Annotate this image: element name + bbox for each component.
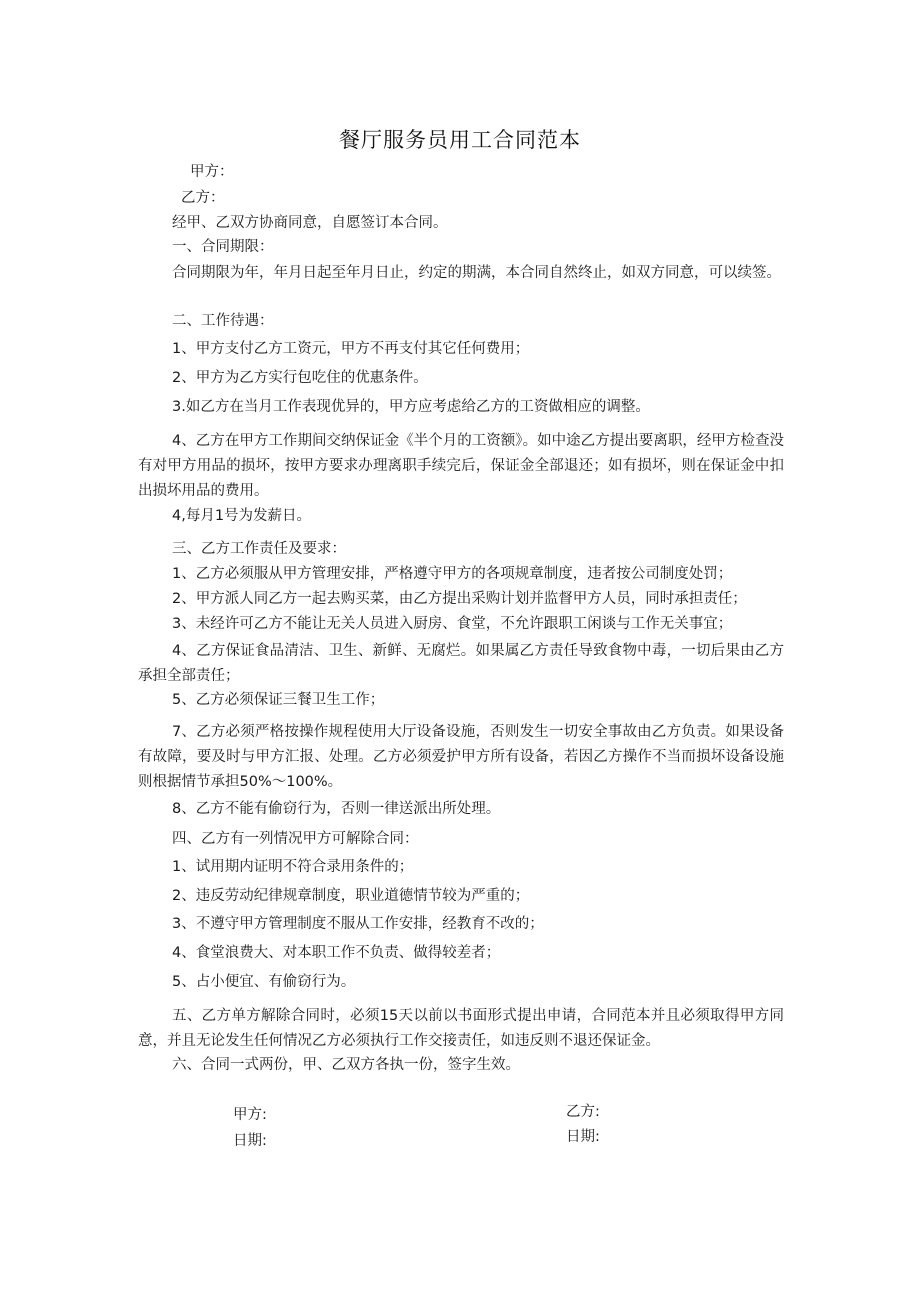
signature-party-b: 乙方:: [566, 1104, 600, 1120]
section2-item: 4,每月1号为发薪日。: [172, 508, 312, 524]
section1-heading: 一、合同期限：: [172, 239, 274, 255]
signature-party-a-date: 日期:: [233, 1133, 267, 1149]
signature-party-a: 甲方:: [233, 1107, 267, 1123]
section3-item: 3、未经许可乙方不能让无关人员进入厨房、食堂，不允许跟职工闲谈与工作无关事宜；: [172, 616, 733, 632]
section2-item: 4、乙方在甲方工作期间交纳保证金《半个月的工资额》。如中途乙方提出要离职，经甲方检查没有对甲方用品的损坏，按甲方要求办理离职手续完后，保证金全部退还；如有损坏，则在保证金中扣出损坏用品的费用。: [138, 433, 784, 499]
section3-item: 7、乙方必须严格按操作规程使用大厅设备设施，否则发生一切安全事故由乙方负责。如果设备有故障，要及时与甲方汇报、处理。乙方必须爱护甲方所有设备，若因乙方操作不当而损坏设备设施则根据情节承担50%～100%。: [138, 724, 784, 790]
section4-item: 3、不遵守甲方管理制度不服从工作安排，经教育不改的；: [172, 916, 544, 932]
section3-item: 2、甲方派人同乙方一起去购买菜，由乙方提出采购计划并监督甲方人员，同时承担责任；: [172, 591, 747, 607]
section4-item: 5、占小便宜、有偷窃行为。: [172, 974, 356, 990]
section3-item: 1、乙方必须服从甲方管理安排，严格遵守甲方的各项规章制度，违者按公司制度处罚；: [172, 566, 733, 582]
document-title: 餐厅服务员用工合同范本: [339, 128, 581, 152]
section2-item: 1、甲方支付乙方工资元，甲方不再支付其它任何费用；: [172, 341, 530, 357]
party-a-line: 甲方：: [190, 164, 234, 180]
section4-heading: 四、乙方有一列情况甲方可解除合同：: [172, 831, 419, 847]
section4-item: 1、试用期内证明不符合录用条件的；: [172, 859, 414, 875]
section5-paragraph: 五、乙方单方解除合同时，必须15天以前以书面形式提出申请，合同范本并且必须取得甲方同意，并且无论发生任何情况乙方必须执行工作交接责任，如违反则不退还保证金。: [138, 1008, 784, 1049]
section2-item: 3.如乙方在当月工作表现优异的，甲方应考虑给乙方的工资做相应的调整。: [172, 399, 650, 415]
intro-paragraph: 经甲、乙双方协商同意，自愿签订本合同。: [172, 215, 448, 231]
section2-item: 2、甲方为乙方实行包吃住的优惠条件。: [172, 370, 428, 386]
party-b-line: 乙方：: [181, 190, 225, 206]
section4-item: 2、违反劳动纪律规章制度，职业道德情节较为严重的；: [172, 888, 530, 904]
section3-item: 5、乙方必须保证三餐卫生工作；: [172, 692, 385, 708]
section3-item: 4、乙方保证食品清洁、卫生、新鲜、无腐烂。如果属乙方责任导致食物中毒，一切后果由乙方承担全部责任；: [138, 643, 784, 684]
section4-item: 4、食堂浪费大、对本职工作不负责、做得较差者；: [172, 945, 501, 961]
section3-heading: 三、乙方工作责任及要求：: [172, 541, 346, 557]
section6-paragraph: 六、合同一式两份，甲、乙双方各执一份，签字生效。: [172, 1057, 520, 1073]
section2-heading: 二、工作待遇：: [172, 313, 274, 329]
signature-party-b-date: 日期:: [566, 1129, 600, 1145]
section3-item: 8、乙方不能有偷窃行为，否则一律送派出所处理。: [172, 801, 501, 817]
section1-body: 合同期限为年，年月日起至年月日止，约定的期满，本合同自然终止，如双方同意，可以续签。: [172, 265, 781, 281]
